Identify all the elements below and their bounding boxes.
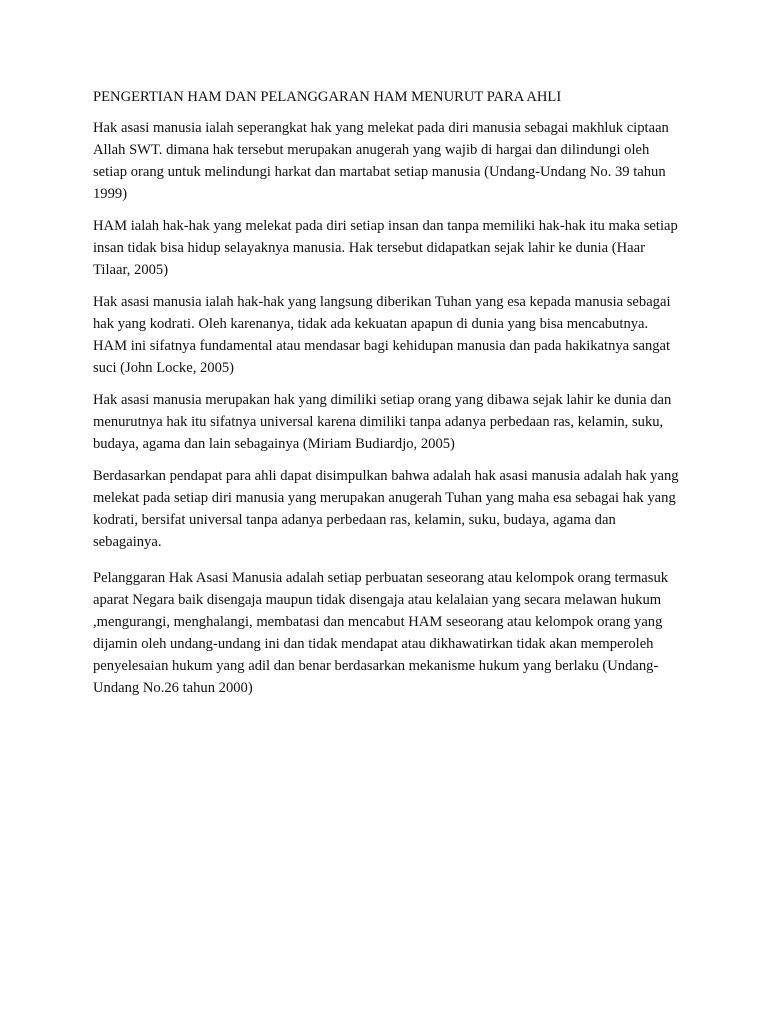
paragraph-miriam-budiardjo: Hak asasi manusia merupakan hak yang dimiliki setiap orang yang dibawa sejak lahir ke dunia dan menurutnya hak itu sifatnya universal karena dimiliki tanpa adanya perbedaan ras, kelamin, suku, budaya, agama dan lain sebagainya (Miriam Budiardjo, 2005) <box>93 392 672 452</box>
document-title: PENGERTIAN HAM DAN PELANGGARAN HAM MENURUT PARA AHLI <box>93 89 562 105</box>
paragraph-conclusion: Berdasarkan pendapat para ahli dapat disimpulkan bahwa adalah hak asasi manusia adalah hak yang melekat pada setiap diri manusia yang merupakan anugerah Tuhan yang maha esa sebagai hak yang kodrati, bersifat universal tanpa adanya perbedaan ras, kelamin, suku, budaya, agama dan sebagainya. <box>93 468 679 550</box>
document-body <box>93 86 683 709</box>
paragraph-ham-definition-uu39: Hak asasi manusia ialah seperangkat hak yang melekat pada diri manusia sebagai makhluk ciptaan Allah SWT. dimana hak tersebut merupakan anugerah yang wajib di hargai dan dilindungi oleh setiap orang untuk melindungi harkat dan martabat setiap manusia (Undang-Undang No. 39 tahun 1999) <box>93 120 669 202</box>
paragraph-haar-tilaar: HAM ialah hak-hak yang melekat pada diri setiap insan dan tanpa memiliki hak-hak itu maka setiap insan tidak bisa hidup selayaknya manusia. Hak tersebut didapatkan sejak lahir ke dunia (Haar Tilaar, 2005) <box>93 218 678 278</box>
paragraph-john-locke: Hak asasi manusia ialah hak-hak yang langsung diberikan Tuhan yang esa kepada manusia sebagai hak yang kodrati. Oleh karenanya, tidak ada kekuatan apapun di dunia yang bisa mencabutnya. HAM ini sifatnya fundamental atau mendasar bagi kehidupan manusia dan pada hakikatnya sangat suci (John Locke, 2005) <box>93 294 671 376</box>
paragraph-pelanggaran-ham: Pelanggaran Hak Asasi Manusia adalah setiap perbuatan seseorang atau kelompok orang termasuk aparat Negara baik disengaja maupun tidak disengaja atau kelalaian yang secara melawan hukum ,mengurangi, menghalangi, membatasi dan mencabut HAM seseorang atau kelompok orang yang dijamin oleh undang-undang ini dan tidak mendapat atau dikhawatirkan tidak akan memperoleh penyelesaian hukum yang adil dan benar berdasarkan mekanisme hukum yang berlaku (Undang-Undang No.26 tahun 2000) <box>93 570 669 696</box>
